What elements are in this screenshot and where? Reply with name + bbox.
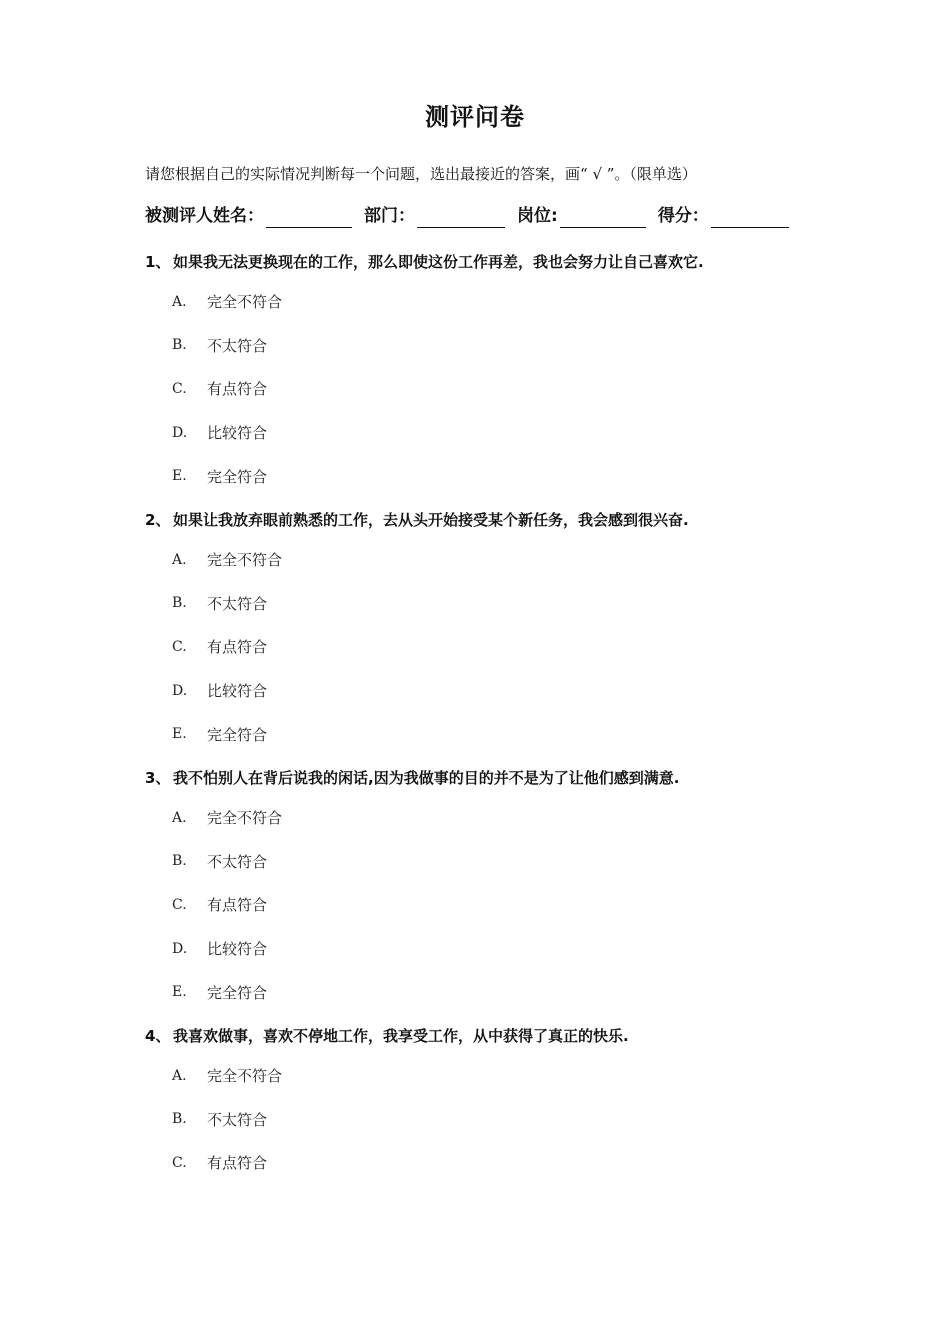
- option-letter: A.: [172, 809, 187, 826]
- option-a[interactable]: [145, 1054, 865, 1098]
- instruction-text: 请您根据自己的实际情况判断每一个问题，选出最接近的答案，画“ √ ”。（限单选）: [145, 165, 697, 183]
- option-letter: B.: [172, 337, 187, 354]
- option-letter: B.: [172, 1111, 187, 1128]
- option-text: 完全符合: [207, 983, 268, 1002]
- option-c[interactable]: [145, 625, 865, 669]
- option-b[interactable]: [145, 840, 865, 884]
- question-number: 1、: [145, 253, 171, 271]
- option-letter: E.: [172, 726, 187, 743]
- option-letter: D.: [172, 424, 188, 441]
- question-3-stem: [145, 766, 865, 790]
- option-letter: C.: [172, 1154, 187, 1171]
- question-text: 我不怕别人在背后说我的闲话,因为我做事的目的并不是为了让他们感到满意.: [173, 768, 680, 787]
- question-3-options: [145, 796, 865, 1014]
- option-letter: E.: [172, 984, 187, 1001]
- question-2-options: [145, 538, 865, 756]
- option-letter: D.: [172, 682, 188, 699]
- option-d[interactable]: [145, 927, 865, 971]
- score-field: [658, 204, 789, 228]
- option-e[interactable]: [145, 712, 865, 756]
- option-letter: C.: [172, 896, 187, 913]
- option-text: 有点符合: [207, 380, 268, 399]
- option-text: 不太符合: [207, 336, 268, 355]
- question-1-options: [145, 280, 865, 498]
- option-letter: A.: [172, 293, 187, 310]
- option-text: 完全不符合: [207, 293, 283, 312]
- option-a[interactable]: [145, 280, 865, 324]
- option-d[interactable]: [145, 669, 865, 713]
- question-2-stem: [145, 508, 865, 532]
- department-field: [364, 204, 505, 228]
- question-4-stem: [145, 1024, 865, 1048]
- name-blank[interactable]: [266, 207, 352, 228]
- position-blank[interactable]: [560, 207, 646, 228]
- option-a[interactable]: [145, 796, 865, 840]
- option-letter: C.: [172, 380, 187, 397]
- option-letter: E.: [172, 468, 187, 485]
- option-b[interactable]: [145, 1098, 865, 1142]
- score-label: 得分：: [657, 206, 709, 226]
- department-blank[interactable]: [417, 207, 505, 228]
- option-a[interactable]: [145, 538, 865, 582]
- question-2: [145, 508, 865, 756]
- option-e[interactable]: [145, 970, 865, 1014]
- position-label: 岗位:: [517, 206, 558, 226]
- question-4: [145, 1024, 865, 1185]
- option-text: 完全符合: [207, 725, 268, 744]
- option-text: 不太符合: [207, 594, 268, 613]
- question-3: [145, 766, 865, 1014]
- option-text: 有点符合: [207, 1154, 268, 1173]
- option-c[interactable]: [145, 367, 865, 411]
- option-b[interactable]: [145, 582, 865, 626]
- department-label: 部门：: [364, 206, 415, 226]
- score-blank[interactable]: [711, 207, 789, 228]
- page-title: 测评问卷: [425, 103, 525, 131]
- option-text: 比较符合: [207, 424, 268, 443]
- option-text: 比较符合: [207, 682, 268, 701]
- option-e[interactable]: [145, 454, 865, 498]
- option-letter: A.: [172, 551, 187, 568]
- option-d[interactable]: [145, 411, 865, 455]
- respondent-info-row: [145, 204, 825, 228]
- option-text: 不太符合: [207, 1110, 268, 1129]
- question-text: 我喜欢做事，喜欢不停地工作，我享受工作，从中获得了真正的快乐.: [173, 1026, 629, 1045]
- option-text: 完全不符合: [207, 809, 283, 828]
- option-text: 完全不符合: [207, 551, 283, 570]
- question-1: [145, 250, 865, 498]
- name-field: [145, 204, 352, 228]
- option-letter: B.: [172, 853, 187, 870]
- option-text: 有点符合: [207, 896, 268, 915]
- question-number: 4、: [145, 1026, 171, 1045]
- option-text: 有点符合: [207, 638, 268, 657]
- question-1-stem: [145, 250, 865, 274]
- option-text: 完全符合: [207, 467, 268, 486]
- option-c[interactable]: [145, 1141, 865, 1185]
- option-letter: C.: [172, 638, 187, 655]
- question-text: 如果我无法更换现在的工作，那么即使这份工作再差，我也会努力让自己喜欢它.: [173, 253, 704, 271]
- question-text: 如果让我放弃眼前熟悉的工作，去从头开始接受某个新任务，我会感到很兴奋.: [173, 510, 689, 529]
- option-text: 比较符合: [207, 940, 268, 959]
- question-number: 2、: [145, 510, 171, 529]
- option-c[interactable]: [145, 883, 865, 927]
- option-text: 不太符合: [207, 852, 268, 871]
- option-letter: D.: [172, 940, 188, 957]
- option-b[interactable]: [145, 324, 865, 368]
- name-label: 被测评人姓名：: [145, 206, 264, 226]
- question-list: [145, 250, 865, 1185]
- option-letter: B.: [172, 595, 187, 612]
- option-letter: A.: [172, 1067, 187, 1084]
- option-text: 完全不符合: [207, 1067, 283, 1086]
- position-field: [517, 204, 646, 228]
- question-number: 3、: [145, 768, 171, 787]
- question-4-options: [145, 1054, 865, 1185]
